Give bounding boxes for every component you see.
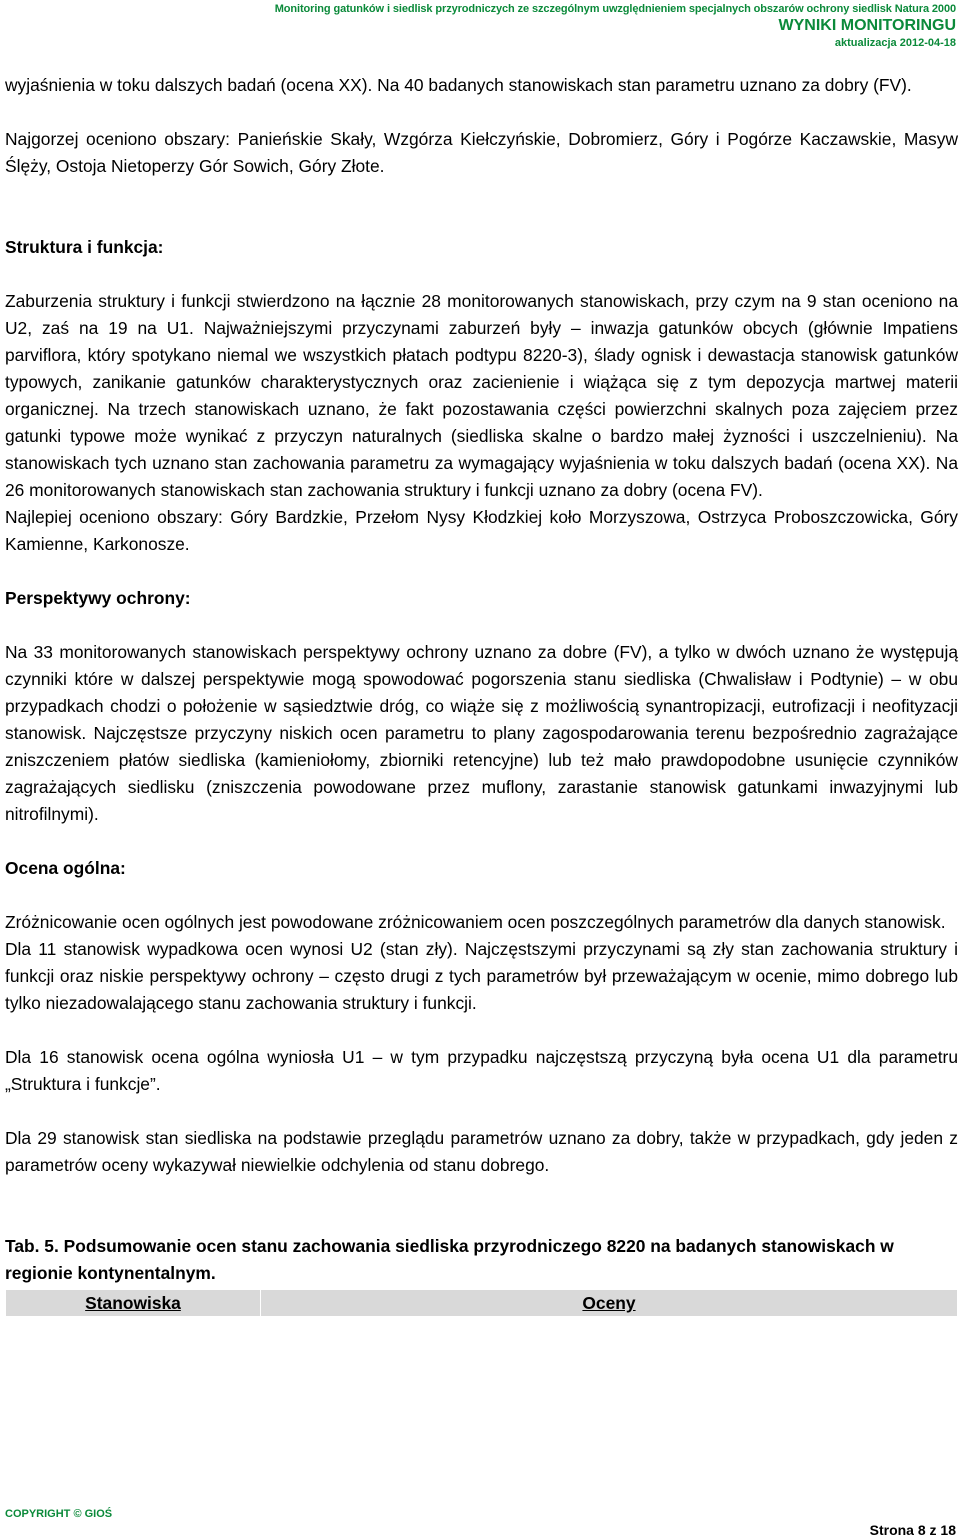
- table-header-row: [6, 1290, 958, 1317]
- summary-table: [5, 1289, 958, 1317]
- intro-paragraph-1: wyjaśnienia w toku dalszych badań (ocena XX). Na 40 badanych stanowiskach stan parametru uznano za dobry (FV).: [5, 75, 912, 95]
- intro-paragraph-2: Najgorzej oceniono obszary: Panieńskie Skały, Wzgórza Kiełczyńskie, Dobromierz, Góry i Pogórze Kaczawskie, Masyw Ślęży, Ostoja Nietoperzy Gór Sowich, Góry Złote.: [5, 129, 958, 176]
- overall-paragraph-4: Dla 29 stanowisk stan siedliska na podstawie przeglądu parametrów uznano za dobry, także w przypadkach, gdy jeden z parametrów oceny wykazywał niewielkie odchylenia od stanu dobrego.: [5, 1128, 958, 1175]
- document-body: [5, 72, 958, 1317]
- page-header: [275, 2, 956, 50]
- header-update-date: aktualizacja 2012-04-18: [834, 37, 956, 49]
- overall-heading: Ocena ogólna:: [5, 858, 126, 878]
- structure-heading: Struktura i funkcja:: [5, 237, 164, 257]
- overall-paragraph-1: Zróżnicowanie ocen ogólnych jest powodowane zróżnicowaniem ocen poszczególnych parametrów dla danych stanowisk.: [5, 912, 946, 932]
- column-header-stanowiska: Stanowiska: [6, 1290, 261, 1317]
- structure-paragraph-1: Zaburzenia struktury i funkcji stwierdzono na łącznie 28 monitorowanych stanowiskach, przy czym na 9 stan oceniono na U2, zaś na 19 na U1. Najważniejszymi przyczynami zaburzeń były – inwazja gatunków obcych (głównie Impatiens parviflora, który spotykano niemal we wszystkich płatach podtypu 8220-3), ślady ognisk i dewastacja stanowisk gatunków typowych, zanikanie gatunków charakterystycznych oraz zacienienie i wiążąca się z tym depozycja martwej materii organicznej. Na trzech stanowiskach uznano, że fakt pozostawania części powierzchni skalnych poza zajęciem przez gatunki typowe może wynikać z przyczyn naturalnych (siedliska skalne o bardzo małej żyzności i uszczelnieniu). Na stanowiskach tych uznano stan zachowania parametru za wymagający wyjaśnienia w toku dalszych badań (ocena XX). Na 26 monitorowanych stanowiskach stan zachowania struktury i funkcji uznano za dobry (ocena FV).: [5, 291, 958, 500]
- overall-paragraph-3: Dla 16 stanowisk ocena ogólna wyniosła U1 – w tym przypadku najczęstszą przyczyną była ocena U1 dla parametru „Struktura i funkcje”.: [5, 1047, 958, 1094]
- column-header-oceny: Oceny: [261, 1290, 958, 1317]
- footer-copyright: COPYRIGHT © GIOŚ: [5, 1508, 113, 1520]
- footer-page-number: Strona 8 z 18: [869, 1522, 956, 1538]
- table-caption: Tab. 5. Podsumowanie ocen stanu zachowania siedliska przyrodniczego 8220 na badanych stanowiskach w regionie kontynentalnym.: [5, 1236, 894, 1283]
- perspectives-paragraph: Na 33 monitorowanych stanowiskach perspektywy ochrony uznano za dobre (FV), a tylko w dwóch uznano że występują czynniki które w dalszej perspektywie mogą spowodować pogorszenia stanu siedliska (Chwalisław i Podtynie) – w obu przypadkach chodzi o położenie w sąsiedztwie dróg, co wiąże się z możliwością synantropizacji, eutrofizacji i neofityzacji stanowisk. Najczęstsze przyczyny niskich ocen parametru to plany zagospodarowania terenu bezpośrednio zagrażające zniszczeniem płatów siedliska (kamieniołomy, zbiorniki retencyjne) lub też mało prawdopodobne usunięcie czynników zagrażających siedlisku (zniszczenia powodowane przez muflony, zarastanie stanowisk gatunkami inwazyjnymi lub nitrofilnymi).: [5, 642, 958, 824]
- structure-paragraph-2: Najlepiej oceniono obszary: Góry Bardzkie, Przełom Nysy Kłodzkiej koło Morzyszowa, Ostrzyca Proboszczowicka, Góry Kamienne, Karkonosze.: [5, 507, 958, 554]
- header-subtitle: WYNIKI MONITORINGU: [778, 17, 956, 34]
- perspectives-heading: Perspektywy ochrony:: [5, 588, 191, 608]
- header-title: Monitoring gatunków i siedlisk przyrodniczych ze szczególnym uwzględnieniem specjalnych obszarów ochrony siedlisk Natura 2000: [274, 3, 956, 15]
- overall-paragraph-2: Dla 11 stanowisk wypadkowa ocen wynosi U2 (stan zły). Najczęstszymi przyczynami są zły stan zachowania struktury i funkcji oraz niskie perspektywy ochrony – często drugi z tych parametrów był przeważającym w ocenie, mimo dobrego lub tylko niezadowalającego stanu zachowania struktury i funkcji.: [5, 939, 958, 1013]
